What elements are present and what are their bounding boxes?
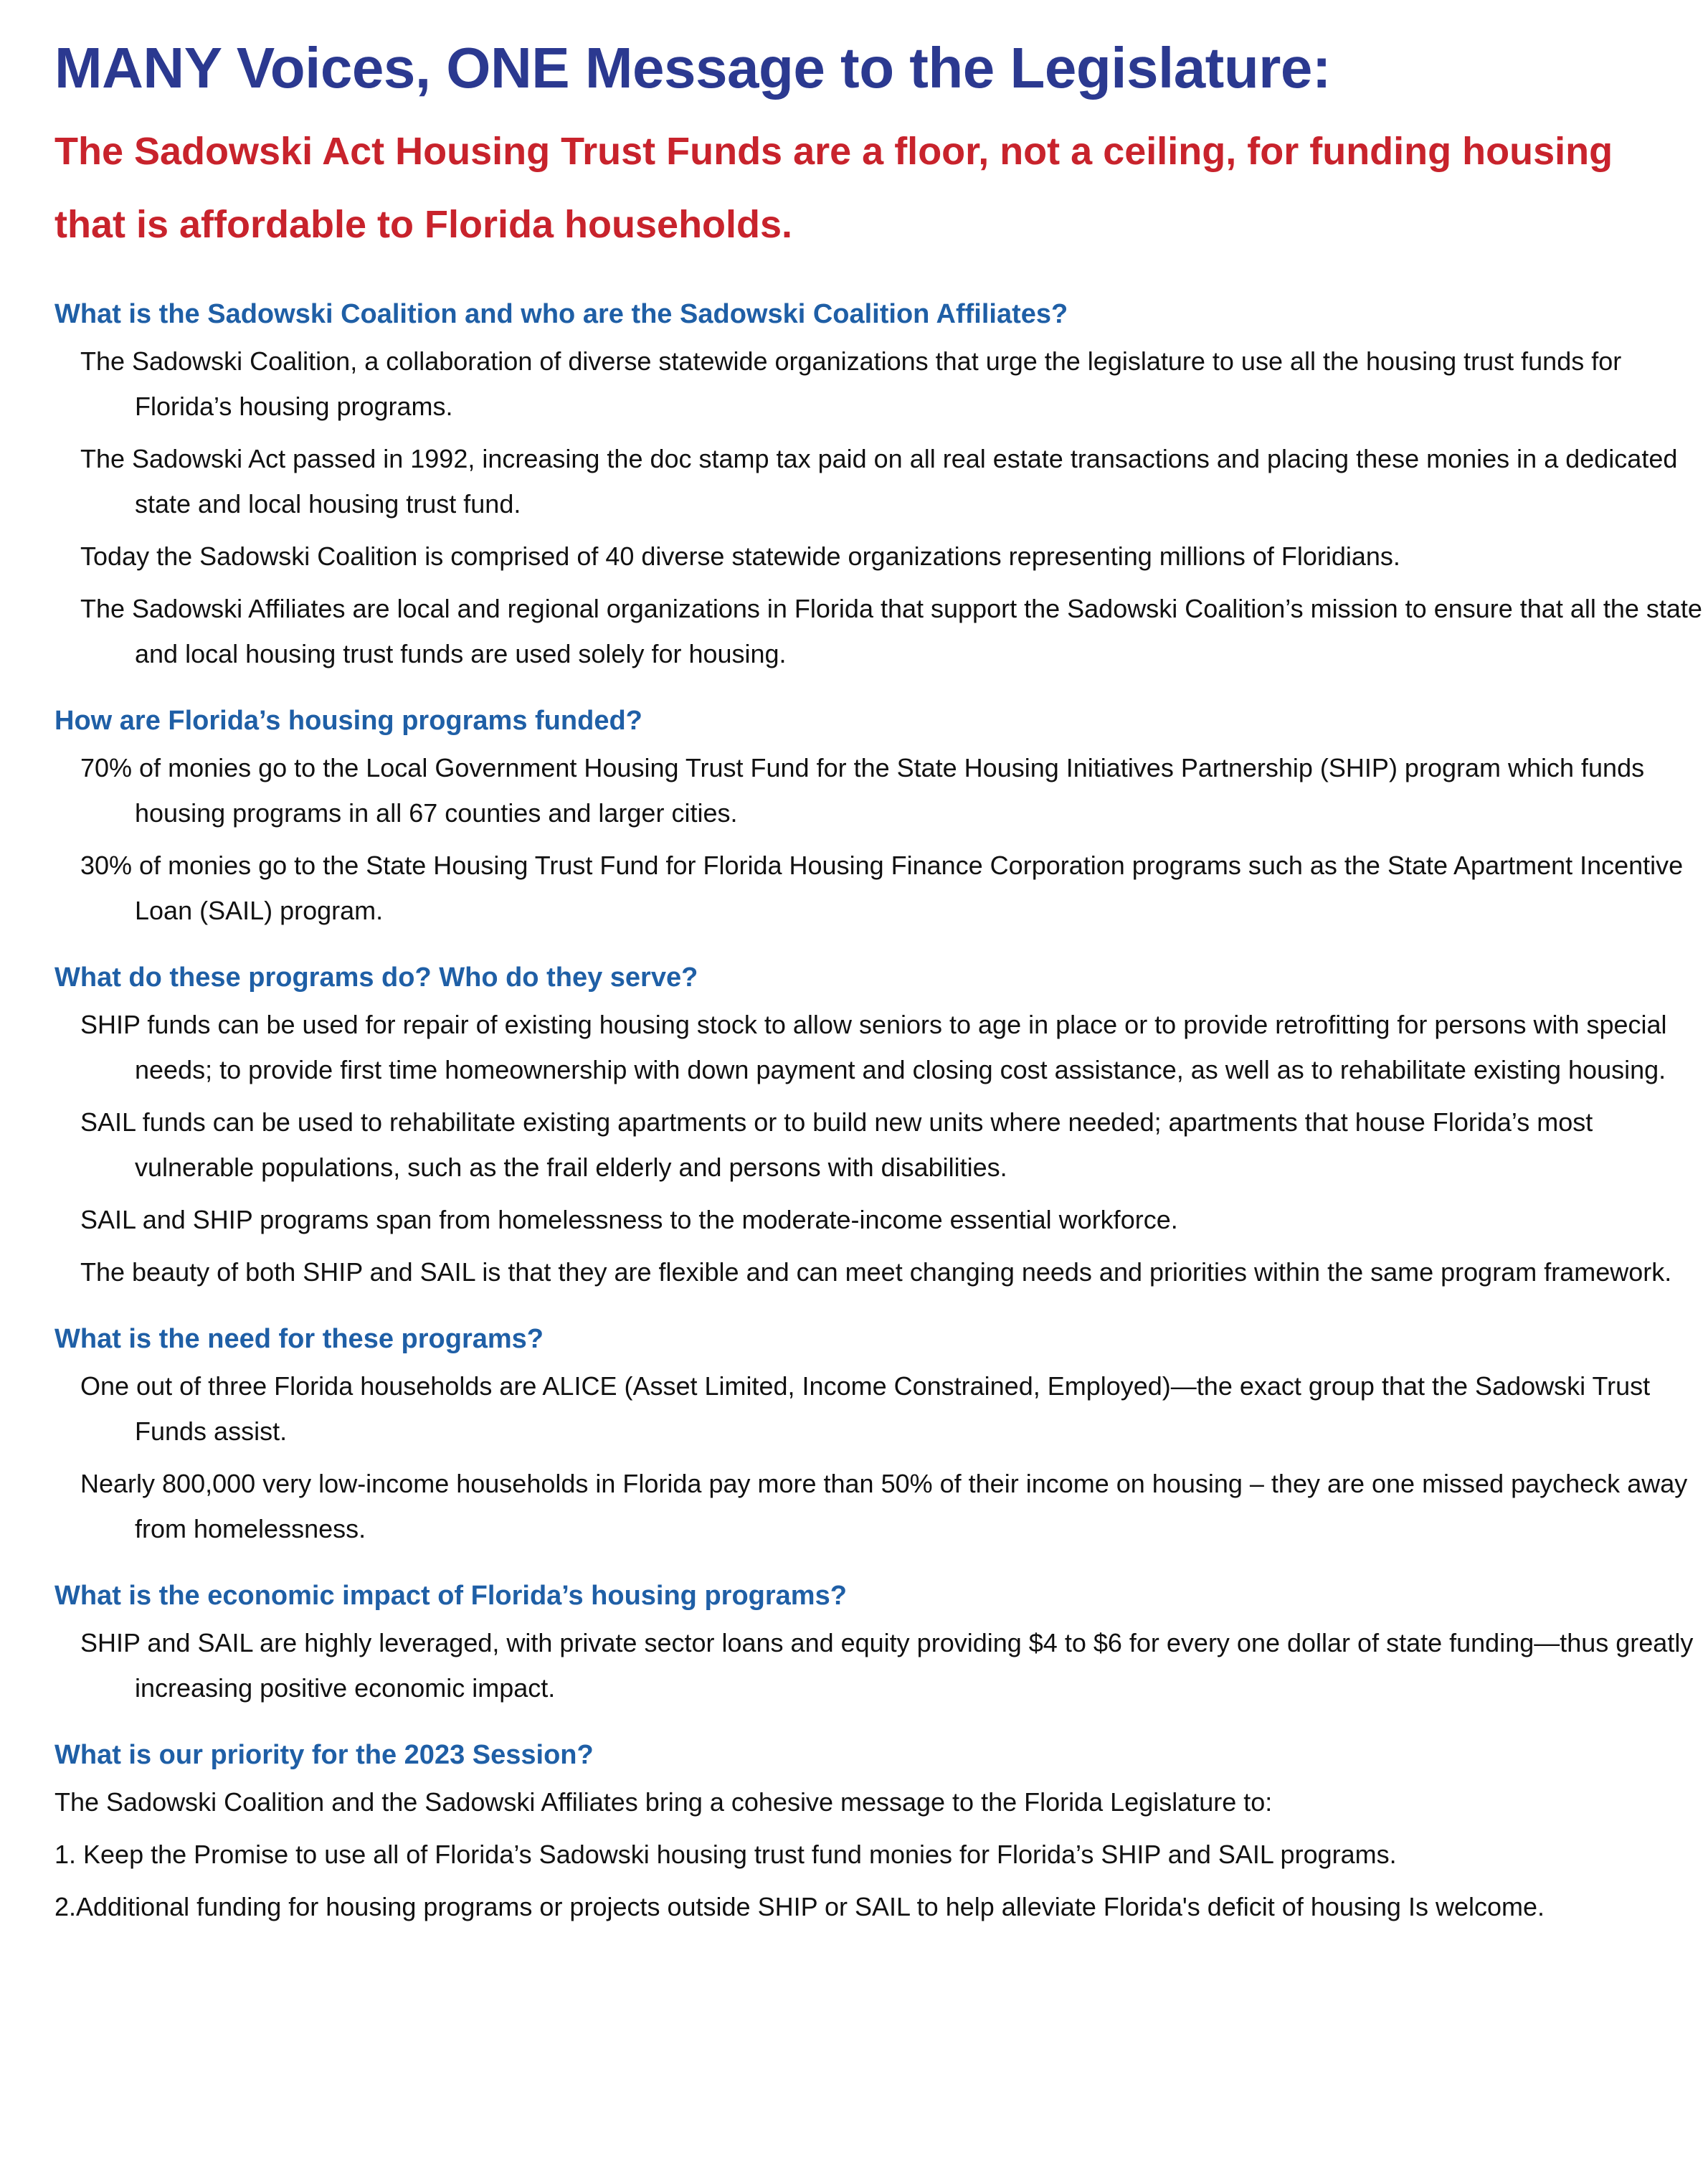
section-heading: What is the need for these programs? bbox=[54, 1324, 544, 1354]
section-heading: What is the Sadowski Coalition and who are the Sadowski Coalition Affiliates? bbox=[54, 299, 1068, 329]
page-subtitle: The Sadowski Act Housing Trust Funds are a floor, not a ceiling, for funding housing that is affordable to Florida households. bbox=[54, 130, 1613, 246]
document-page bbox=[54, 29, 1702, 1936]
paragraph: 30% of monies go to the State Housing Trust Fund for Florida Housing Finance Corporation programs such as the State Apartment Incentive Loan (SAIL) program. bbox=[80, 851, 1684, 925]
section-heading: What is the economic impact of Florida’s housing programs? bbox=[54, 1581, 847, 1611]
paragraph: SHIP and SAIL are highly leveraged, with private sector loans and equity providing $4 to $6 for every one dollar of state funding—thus greatly increasing positive economic impact. bbox=[80, 1628, 1694, 1703]
paragraph: SHIP funds can be used for repair of existing housing stock to allow seniors to age in place or to provide retrofitting for persons with special needs; to provide first time homeownership with down payment and closing cost assistance, as well as to rehabilitate existing housing. bbox=[80, 1010, 1667, 1084]
section-coalition bbox=[54, 294, 1702, 676]
paragraph: The Sadowski Act passed in 1992, increasing the doc stamp tax paid on all real estate transactions and placing these monies in a dedicated state and local housing trust fund. bbox=[80, 444, 1678, 519]
page-title: MANY Voices, ONE Message to the Legislature: bbox=[54, 36, 1331, 100]
section-programs bbox=[54, 957, 1682, 1295]
section-heading: What is our priority for the 2023 Session? bbox=[54, 1740, 594, 1770]
section-priority bbox=[54, 1735, 1682, 1929]
paragraph: Today the Sadowski Coalition is comprised of 40 diverse statewide organizations representing millions of Floridians. bbox=[80, 541, 1400, 571]
section-need bbox=[54, 1319, 1688, 1551]
paragraph: The beauty of both SHIP and SAIL is that they are flexible and can meet changing needs and priorities within the same program framework. bbox=[80, 1257, 1672, 1287]
section-heading: How are Florida’s housing programs funded? bbox=[54, 706, 642, 736]
paragraph: The Sadowski Coalition and the Sadowski Affiliates bring a cohesive message to the Florida Legislature to: bbox=[54, 1787, 1273, 1817]
paragraph: SAIL funds can be used to rehabilitate existing apartments or to build new units where needed; apartments that house Florida’s most vulnerable populations, such as the frail elderly and persons with disabilities. bbox=[80, 1107, 1593, 1182]
paragraph: The Sadowski Affiliates are local and regional organizations in Florida that support the Sadowski Coalition’s mission to ensure that all the state and local housing trust funds are used solely for housing. bbox=[80, 594, 1702, 668]
list-item: 2.Additional funding for housing programs or projects outside SHIP or SAIL to help alleviate Florida's deficit of housing Is welcome. bbox=[54, 1892, 1545, 1921]
paragraph: SAIL and SHIP programs span from homelessness to the moderate-income essential workforce. bbox=[80, 1205, 1178, 1234]
list-item: 1. Keep the Promise to use all of Florida’s Sadowski housing trust fund monies for Florida’s SHIP and SAIL programs. bbox=[54, 1840, 1397, 1869]
paragraph: One out of three Florida households are ALICE (Asset Limited, Income Constrained, Employed)—the exact group that the Sadowski Trust Funds assist. bbox=[80, 1371, 1651, 1446]
paragraph: Nearly 800,000 very low-income households in Florida pay more than 50% of their income on housing – they are one missed paycheck away from homelessness. bbox=[80, 1469, 1688, 1543]
section-heading: What do these programs do? Who do they serve? bbox=[54, 962, 698, 993]
paragraph: 70% of monies go to the Local Government Housing Trust Fund for the State Housing Initiatives Partnership (SHIP) program which funds housing programs in all 67 counties and larger cities. bbox=[80, 753, 1645, 828]
section-economic-impact bbox=[54, 1576, 1694, 1711]
section-funding bbox=[54, 701, 1682, 933]
paragraph: The Sadowski Coalition, a collaboration of diverse statewide organizations that urge the legislature to use all the housing trust funds for Florida’s housing programs. bbox=[80, 346, 1622, 421]
